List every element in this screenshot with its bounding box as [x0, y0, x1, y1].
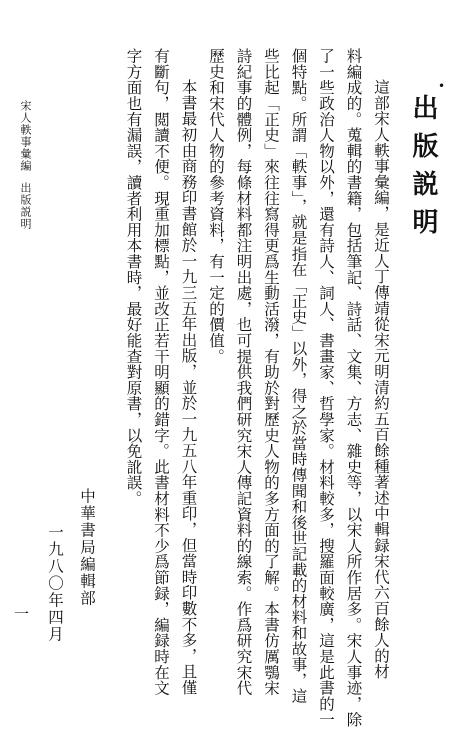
page-number: 一 [14, 605, 30, 623]
text-column: 些比起「正史」來往往寫得更爲生動活潑，有助於對歷史人物的多方面的了解。本書仿厲鶚宋 [262, 48, 280, 696]
text-column: 個特點。所謂「軼事」，就是指在「正史」以外，得之於當時傳聞和後世記載的材料和故事，這 [289, 48, 308, 704]
text-column: 了一些政治人物以外，還有詩人、詞人、書畫家、哲學家。材料較多，搜羅面較廣，這是此書的一 [317, 48, 335, 728]
text-column: 詩紀事的體例，每條材料都注明出處，也可提供我們研究宋人傳記資料的線索。作爲研究宋代 [234, 48, 253, 696]
title-ornament-dot: • [438, 79, 446, 93]
text-column: 字方面也有漏誤，讀者利用本書時，最好能查對原書，以免訛誤。 [124, 48, 143, 507]
paragraph-2 [119, 48, 202, 696]
page-title: 出版説明 [408, 94, 438, 246]
text-column: 本書最初由商務印書館於一九三五年出版，並於一九五八年重印，但當時印數不多，且僅 [179, 79, 198, 696]
paragraph-1 [202, 48, 395, 728]
text-column: 有斷句，閲讀不便。現重加標點，並改正若干明顯的錯字。此書材料不少爲節録，編録時在文 [152, 48, 170, 696]
publisher-signature: 中華書局編輯部 [78, 488, 96, 607]
text-column: 料編成的。蒐輯的書籍，包括筆記、詩話、文集、方志、雜史等，以宋人所作居多。宋人事迹，除 [344, 48, 363, 728]
text-column: 歷史和宋代人物的參考資料，有一定的價值。 [207, 48, 225, 364]
signature-date: 一九八〇年四月 [46, 524, 64, 643]
running-head-book-title: 宋人軼事彙編 [19, 100, 32, 172]
running-head-section: 出版説明 [19, 182, 32, 230]
text-column: 這部宋人軼事彙編，是近人丁傳靖從宋元明清約五百餘種著述中輯録宋代六百餘人的材 [372, 79, 390, 680]
body-text [88, 48, 394, 728]
